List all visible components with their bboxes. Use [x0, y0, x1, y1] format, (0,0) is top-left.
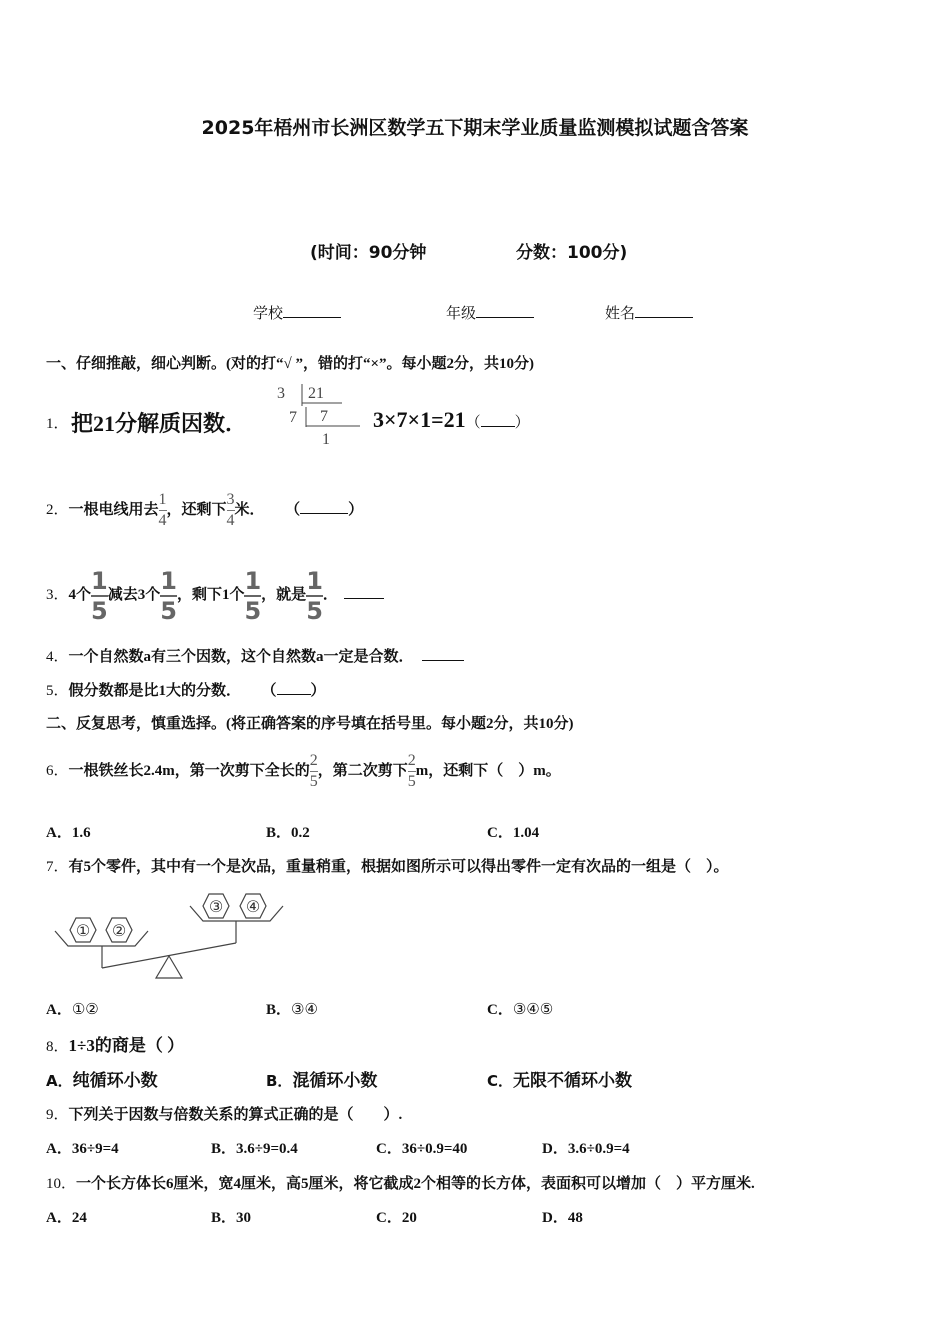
page-title: 2025年梧州市长洲区数学五下期末学业质量监测模拟试题含答案	[201, 117, 749, 139]
q2-fraction-2: $\frac{3}{4}$	[226, 491, 235, 530]
q8: 8．1÷3的商是（ ）	[46, 1036, 185, 1055]
q9-option-d[interactable]: D．3.6÷0.9=4	[542, 1141, 630, 1157]
q6: 6．一根铁丝长2.4m，第一次剪下全长的 $\frac{2}{5}$ ，第二次剪下 $\frac{2}{5}$ m，还剩下（ ）m。	[46, 752, 561, 791]
name-blank[interactable]	[635, 317, 693, 318]
q2-answer-blank[interactable]	[300, 499, 348, 514]
q10-option-d[interactable]: D．48	[542, 1210, 583, 1226]
q3-fraction-3: $\frac{1}{5}$	[244, 566, 262, 625]
q4: 4．一个自然数a有三个因数，这个自然数a一定是合数．	[46, 645, 464, 666]
q3-fraction-2: $\frac{1}{5}$	[160, 566, 177, 625]
q8-option-c[interactable]: C．无限不循环小数	[487, 1071, 633, 1091]
school-blank[interactable]	[283, 317, 341, 318]
q2-fraction-1: $\frac{1}{4}$	[158, 491, 167, 530]
q7-part-3-label: ③	[208, 897, 224, 916]
q9-option-b[interactable]: B．3.6÷9=0.4	[211, 1141, 298, 1157]
q3-answer-blank[interactable]	[344, 584, 384, 599]
grade-field	[446, 302, 534, 323]
q6-fraction-1: $\frac{2}{5}$	[309, 752, 318, 791]
q5-answer-blank[interactable]	[277, 680, 311, 695]
q6-option-a[interactable]: A．1.6	[46, 825, 91, 841]
grade-label: 年级	[446, 306, 477, 322]
name-field	[605, 302, 693, 323]
section-1-heading: 一、仔细推敲，细心判断。(对的打“√ ”，错的打“×”。每小题2分，共10分)	[46, 356, 535, 372]
q3-fraction-4: $\frac{1}{5}$	[306, 566, 323, 625]
q8-option-a[interactable]: A．纯循环小数	[46, 1071, 158, 1091]
q10-option-b[interactable]: B．30	[211, 1210, 252, 1226]
q2: 2．一根电线用去 $\frac{1}{4}$ ，还剩下 $\frac{3}{4}$ 米． （ ）	[46, 491, 364, 530]
q1-short-division	[270, 380, 365, 450]
name-label: 姓名	[605, 306, 636, 322]
q7-part-4-label: ④	[245, 897, 261, 916]
q7-balance-scale-figure	[50, 885, 290, 981]
exam-score: 分数：100分)	[516, 243, 628, 263]
q1-div-bottom: 1	[322, 431, 330, 448]
q9-option-c[interactable]: C．36÷0.9=40	[376, 1141, 468, 1157]
q10: 10．一个长方体长6厘米，宽4厘米，高5厘米，将它截成2个相等的长方体，表面积可以增加（ ）平方厘米.	[46, 1176, 755, 1192]
q1-div-top: 21	[308, 385, 324, 402]
q6-fraction-2: $\frac{2}{5}$	[407, 752, 416, 791]
q1-div-mid: 7	[320, 408, 328, 425]
q5: 5．假分数都是比1大的分数． （ ）	[46, 679, 326, 700]
q7-option-b[interactable]: B．③④	[266, 1000, 318, 1018]
q8-option-b[interactable]: B．混循环小数	[266, 1071, 378, 1091]
q10-option-c[interactable]: C．20	[376, 1210, 417, 1226]
q7-option-c[interactable]: C．③④⑤	[487, 1000, 554, 1018]
q1-answer-blank[interactable]	[481, 426, 515, 427]
q7: 7．有5个零件，其中有一个是次品，重量稍重，根据如图所示可以得出零件一定有次品的一组是（ ）。	[46, 859, 729, 875]
q6-option-c[interactable]: C．1.04	[487, 825, 540, 841]
q9: 9．下列关于因数与倍数关系的算式正确的是（ ）.	[46, 1107, 403, 1123]
grade-blank[interactable]	[476, 317, 534, 318]
q10-option-a[interactable]: A．24	[46, 1210, 87, 1226]
q9-option-a[interactable]: A．36÷9=4	[46, 1141, 119, 1157]
q7-part-2-label: ②	[111, 921, 127, 940]
exam-time: (时间：90分钟	[310, 243, 427, 263]
q7-part-1-label: ①	[75, 921, 91, 940]
section-2-heading: 二、反复思考，慎重选择。(将正确答案的序号填在括号里。每小题2分，共10分)	[46, 716, 574, 732]
q7-fulcrum	[156, 956, 182, 978]
q3-fraction-1: $\frac{1}{5}$	[91, 566, 108, 625]
school-field	[253, 302, 341, 323]
q3: 3．4个 $\frac{1}{5}$ 减去3个 $\frac{1}{5}$ ，剩下1个 $\frac{1}{5}$ ，就是 $\frac{1}{5}$ ．	[46, 557, 384, 633]
q4-answer-blank[interactable]	[422, 646, 464, 661]
q1-div-d1: 3	[277, 385, 285, 402]
school-label: 学校	[253, 306, 284, 322]
q7-option-a[interactable]: A．①②	[46, 1000, 99, 1018]
q6-option-b[interactable]: B．0.2	[266, 825, 310, 841]
q1-div-d2: 7	[289, 409, 297, 426]
q1-text: 把21分解质因数．	[71, 411, 248, 436]
q1-number: 1．	[46, 416, 69, 432]
q1-equation: 3×7×1=21（ ）	[373, 407, 530, 432]
